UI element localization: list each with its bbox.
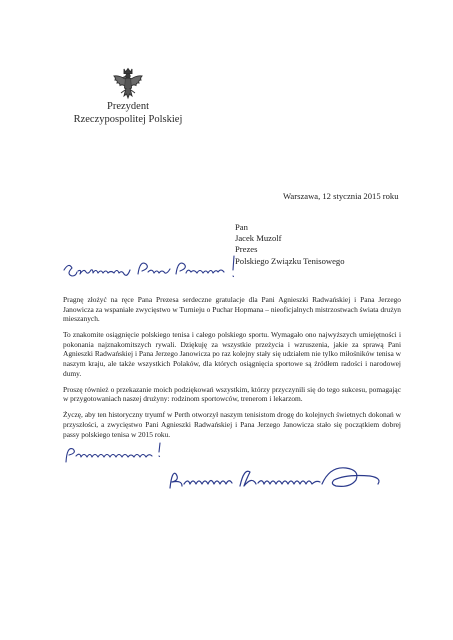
letterhead-line-1: Prezydent bbox=[107, 101, 149, 112]
letter-body bbox=[63, 295, 401, 446]
letter-date: Warszawa, 12 stycznia 2015 roku bbox=[283, 191, 399, 201]
body-paragraph-3: Proszę również o przekazanie moich podziękowań wszystkim, którzy przyczynili się do tego sukcesu, pomagając w przygotowaniach naszej drużyny: rodzinom sportowców, trenerom i lekarzom. bbox=[63, 384, 401, 404]
addressee-line-2: Jacek Muzolf bbox=[235, 233, 282, 244]
handwritten-salutation bbox=[60, 252, 280, 288]
addressee-line-4: Polskiego Związku Tenisowego bbox=[235, 255, 345, 266]
body-paragraph-1: Pragnę złożyć na ręce Pana Prezesa serdeczne gratulacje dla Pani Agnieszki Radwańskiej i Pana Jerzego Janowicza za wspaniałe zwycięstwo w Turnieju o Puchar Hopmana – nieoficjalnych mistrzostwach świata drużyn mieszanych. bbox=[63, 295, 401, 324]
addressee-line-1: Pan bbox=[235, 222, 248, 232]
body-paragraph-2: To znakomite osiągnięcie polskiego tenisa i całego polskiego sportu. Wymagało ono najwyższych umiejętności i pokonania najznakomitszych rywali. Dziękuję za wszystkie przeżycia i wzruszenia, jakie za sprawą Pani Agnieszki Radwańskiej i Pana Jerzego Janowicza po raz kolejny stały się udziałem nie tylko miłośników tenisa w naszym kraju, ale także wszystkich Polaków, dla których osiągnięcia sportowe są źródłem radości i narodowej dumy. bbox=[63, 330, 401, 378]
handwritten-signature bbox=[160, 458, 400, 498]
handwritten-closing bbox=[62, 440, 172, 466]
body-paragraph-4: Życzę, aby ten historyczny tryumf w Perth otworzył naszym tenisistom drogę do kolejnych świetnych dokonań w przyszłości, a zwycięstwo Pani Agnieszki Radwańskiej i Pana Jerzego Janowicza stało się początkiem dobrej passy polskiego tenisa w 2015 roku. bbox=[63, 410, 401, 439]
addressee-line-3: Prezes bbox=[235, 244, 258, 255]
letterhead-line-2: Rzeczypospolitej Polskiej bbox=[73, 114, 183, 125]
letterhead-title bbox=[60, 100, 196, 126]
polish-eagle-emblem-icon bbox=[112, 66, 144, 104]
